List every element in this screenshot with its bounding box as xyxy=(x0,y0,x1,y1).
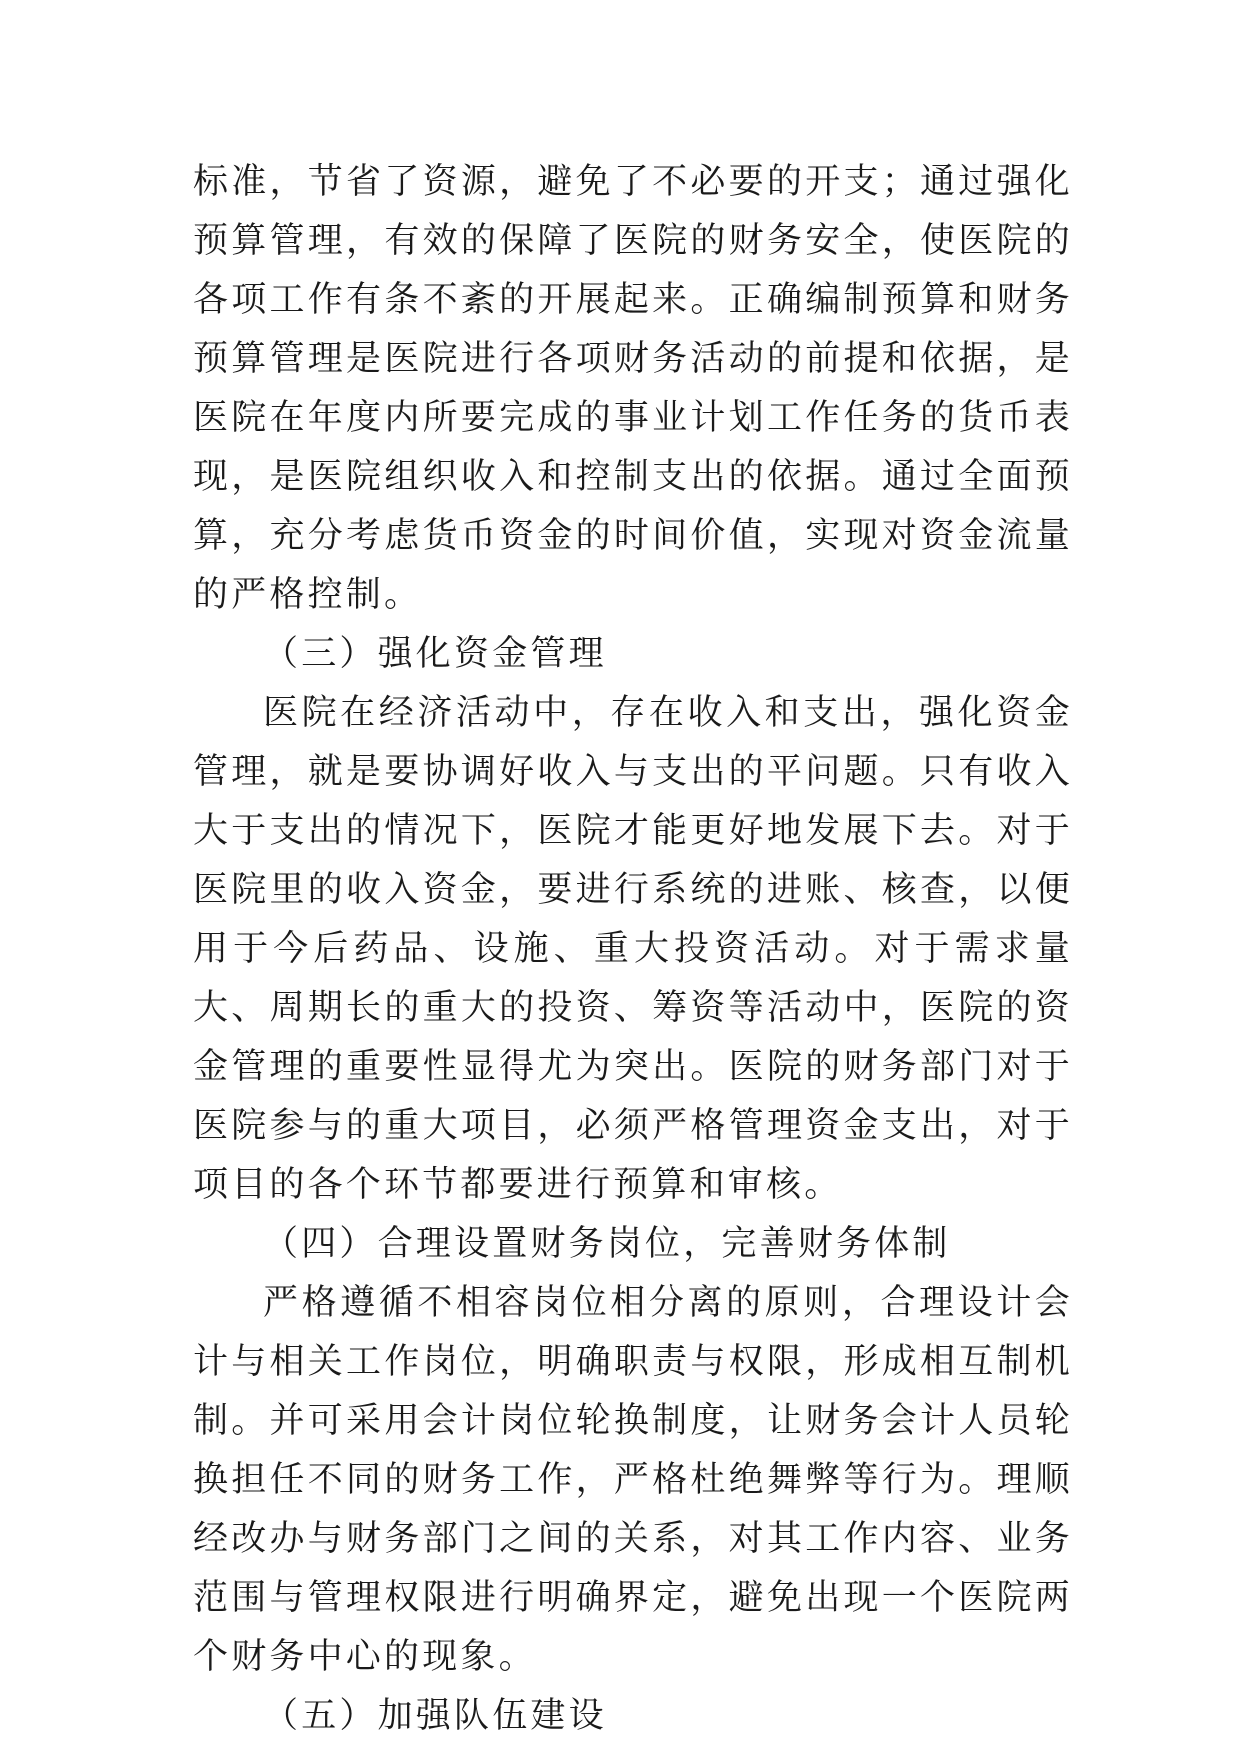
section-heading-3: （三）强化资金管理 xyxy=(263,634,607,674)
section-heading-4: （四）合理设置财务岗位，完善财务体制 xyxy=(263,1224,951,1264)
paragraph-finance-positions: 严格遵循不相容岗位相分离的原则，合理设计会计与相关工作岗位，明确职责与权限，形成相互制机制。并可采用会计岗位轮换制度，让财务会计人员轮换担任不同的财务工作，严格杜绝舞弊等行为。理顺经改办与财务部门之间的关系，对其工作内容、业务范围与管理权限进行明确界定，避免出现一个医院两个财务中心的现象。 xyxy=(193,1283,1073,1677)
paragraph-fund-management: 医院在经济活动中，存在收入和支出，强化资金管理，就是要协调好收入与支出的平问题。只有收入大于支出的情况下，医院才能更好地发展下去。对于医院里的收入资金，要进行系统的进账、核查，以便用于今后药品、设施、重大投资活动。对于需求量大、周期长的重大的投资、筹资等活动中，医院的资金管理的重要性显得尤为突出。医院的财务部门对于医院参与的重大项目，必须严格管理资金支出，对于项目的各个环节都要进行预算和审核。 xyxy=(193,693,1073,1205)
paragraph-budget-continuation: 标准，节省了资源，避免了不必要的开支；通过强化预算管理，有效的保障了医院的财务安全，使医院的各项工作有条不紊的开展起来。正确编制预算和财务预算管理是医院进行各项财务活动的前提和依据，是医院在年度内所要完成的事业计划工作任务的货币表现，是医院组织收入和控制支出的依据。通过全面预算，充分考虑货币资金的时间价值，实现对资金流量的严格控制。 xyxy=(193,162,1073,615)
document-body xyxy=(193,153,1073,1746)
section-heading-5: （五）加强队伍建设 xyxy=(263,1696,607,1736)
